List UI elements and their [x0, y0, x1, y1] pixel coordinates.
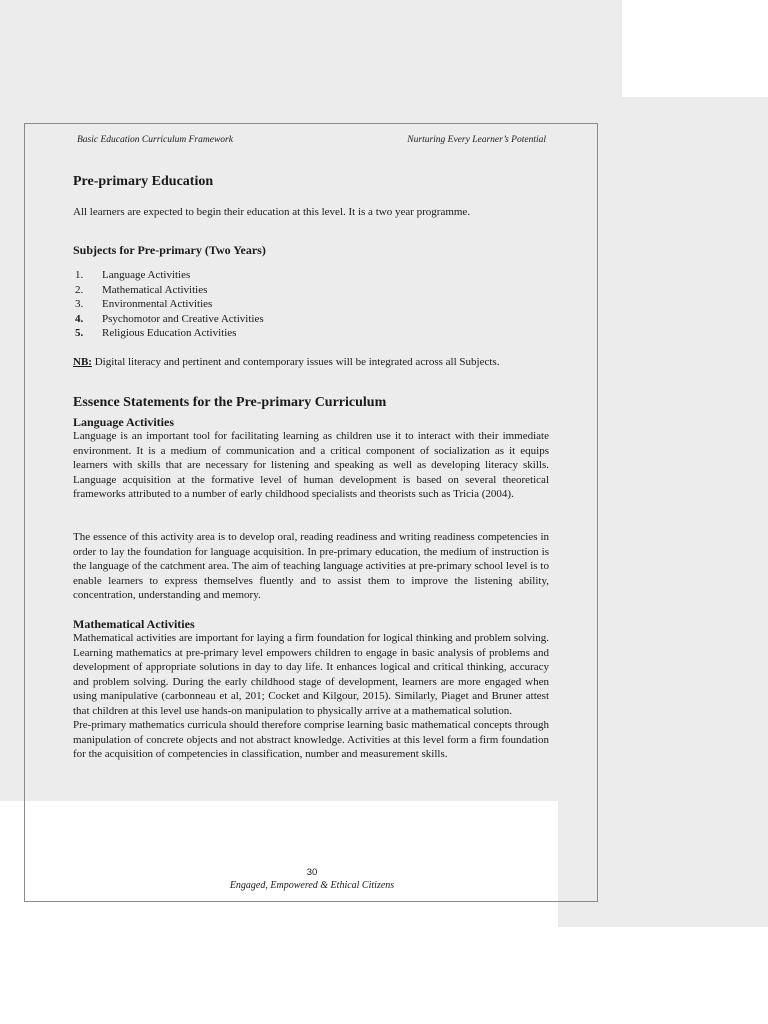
- background-left-panel: [0, 97, 24, 801]
- nb-note: [73, 355, 549, 370]
- language-paragraph-2: The essence of this activity area is to develop oral, reading readiness and writing readiness competencies in order to lay the foundation for language acquisition. In pre-primary education, the medium of instruction is the language of the catchment area. The aim of teaching language activities at pre-primary school level is to enable learners to express themselves fluently and to assist them to improve the listening ability, concentration, understanding and memory.: [73, 531, 549, 601]
- math-heading: Mathematical Activities: [73, 617, 195, 631]
- list-item: 2. Mathematical Activities: [75, 283, 208, 296]
- math-paragraph-2: Pre-primary mathematics curricula should therefore comprise learning basic mathematical concepts through manipulation of concrete objects and not abstract knowledge. Activities at this level form a firm foundation for the acquisition of competencies in classification, number and measurement skills.: [73, 719, 549, 760]
- math-paragraph-1: Mathematical activities are important for laying a firm foundation for logical thinking and problem solving. Learning mathematics at pre-primary level empowers children to engage in basic analysis of problems and development of appropriate solutions in day to day life. It enhances logical and critical thinking, accuracy and problem solving. During the early childhood stage of development, learners are more engaged when using manipulative (carbonneau et al, 201; Cocket and Kilgour, 2015). Similarly, Piaget and Bruner attest that children at this level use hands-on manipulation to physically arrive at a mathematical solution.: [73, 632, 549, 717]
- subjects-list: [73, 268, 264, 341]
- header-left: Basic Education Curriculum Framework: [77, 135, 233, 145]
- footer-tagline: Engaged, Empowered & Ethical Citizens: [229, 880, 395, 891]
- essence-title: Essence Statements for the Pre-primary Curriculum: [73, 395, 387, 410]
- section-intro: All learners are expected to begin their education at this level. It is a two year programme.: [73, 206, 471, 218]
- list-item: 1. Language Activities: [75, 269, 191, 281]
- document-page: [24, 123, 598, 902]
- background-top-panel: [0, 0, 622, 97]
- nb-text: Digital literacy and pertinent and contemporary issues will be integrated across all Subjects.: [91, 356, 500, 368]
- header-right: Nurturing Every Learner’s Potential: [407, 135, 546, 145]
- list-item: 4. Psychomotor and Creative Activities: [75, 312, 264, 325]
- list-item: 3. Environmental Activities: [75, 298, 213, 311]
- nb-label: NB:: [73, 356, 92, 368]
- list-item: 5. Religious Education Activities: [75, 327, 237, 340]
- page-number: 30: [306, 867, 318, 878]
- subjects-heading: Subjects for Pre-primary (Two Years): [73, 243, 266, 257]
- section-title: Pre-primary Education: [73, 174, 214, 189]
- language-paragraph-1: Language is an important tool for facilitating learning as children use it to interact with their immediate environment. It is a medium of communication and a critical component of socialization as it equips learners with skills that are necessary for listening and speaking as well as developing literacy skills. Language acquisition at the formative level of human development is based on several theoretical frameworks attributed to a number of early childhood specialists and theorists such as Tricia (2004).: [73, 430, 549, 500]
- background-mid-panel: [0, 97, 622, 123]
- language-heading: Language Activities: [73, 415, 174, 429]
